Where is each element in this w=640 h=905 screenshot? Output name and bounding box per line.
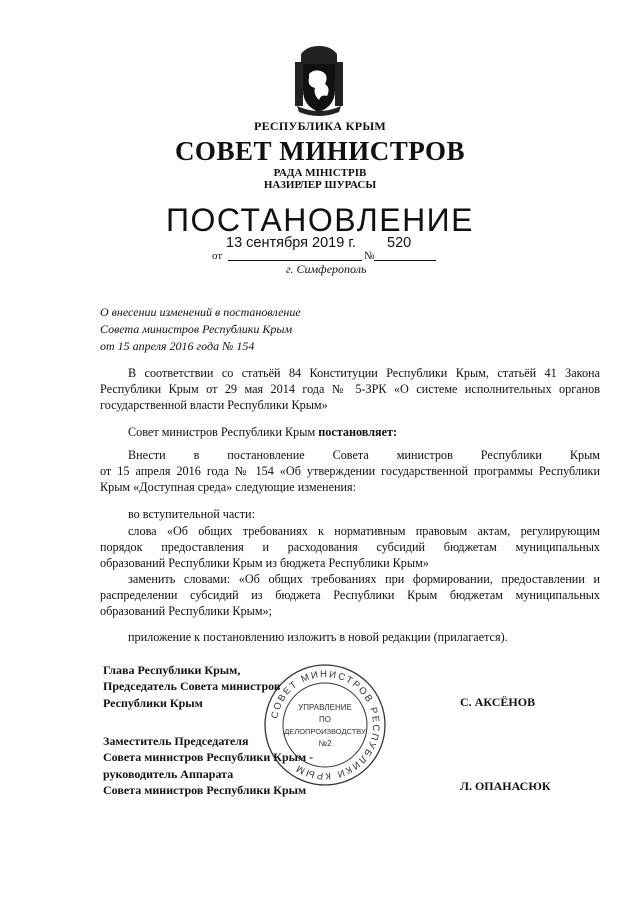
decree-subject	[100, 304, 301, 354]
signatory-title-line: Глава Республики Крым,	[103, 663, 241, 677]
stamp-line: №2	[318, 739, 332, 748]
stamp-line: УПРАВЛЕНИЕ	[298, 703, 352, 712]
words-line: образований Республики Крым из бюджета Республики Крым»	[100, 556, 429, 570]
decree-number: 520	[387, 235, 412, 251]
replace-line: распределении субсидий из бюджета Республики Крым бюджетам муниципальных	[100, 588, 600, 602]
paragraph-amend-line: Крым «Доступная среда» следующие изменения:	[100, 480, 357, 494]
paragraph-basis-line: В соответствии со статьёй 84 Конституции Республики Крым, статьёй 41 Закона	[128, 366, 600, 380]
subject-line: О внесении изменений в постановление	[100, 305, 301, 319]
annex-line: приложение к постановлению изложить в новой редакции (прилагается).	[128, 630, 508, 644]
number-sign: №	[364, 250, 375, 262]
signatory-title-line: Республики Крым	[103, 695, 203, 710]
date-prefix: от	[212, 250, 223, 262]
number-underline	[374, 260, 436, 261]
head-name: С. АКСЁНОВ	[460, 695, 536, 709]
stamp-ring-text: СОВЕТ МИНИСТРОВ РЕСПУБЛИКИ КРЫМ	[269, 668, 382, 782]
signatory-title-line: Совета министров Республики Крым	[103, 782, 307, 797]
replace-line: образований Республики Крым»;	[100, 604, 273, 618]
council-name-crimean-tatar: НАЗИРЛЕР ШУРАСЫ	[263, 179, 377, 191]
head-signature-block	[103, 662, 280, 711]
city: г. Симферополь	[286, 262, 367, 276]
deputy-name: Л. ОПАНАСЮК	[460, 779, 551, 793]
resolves-keyword: постановляет:	[318, 425, 398, 439]
paragraph-amend-line: от 15 апреля 2016 года № 154 «Об утверждении государственной программы Республики	[100, 464, 600, 478]
document-type-title: ПОСТАНОВЛЕНИЕ	[165, 202, 475, 238]
republic-name: РЕСПУБЛИКА КРЫМ	[253, 119, 387, 133]
paragraph-amend-line: Внести в постановление Совета министров Республики Крым	[128, 448, 600, 462]
stamp-line: ДЕЛОПРОИЗВОДСТВУ	[284, 727, 366, 736]
deputy-signature-block	[103, 733, 313, 798]
council-name-ukrainian: РАДА МІНІСТРІВ	[273, 167, 367, 179]
signatory-title-line: Совета министров Республики Крым -	[103, 750, 314, 765]
signatory-title-line: руководитель Аппарата	[103, 766, 234, 781]
paragraph-basis-line: Республики Крым от 29 мая 2014 года № 5-ЗРК «О системе исполнительных органов	[100, 382, 600, 396]
council-name: СОВЕТ МИНИСТРОВ	[174, 136, 466, 166]
stamp-line: ПО	[319, 715, 331, 724]
replace-line: заменить словами: «Об общих требованиях при формировании, предоставлении и	[128, 572, 600, 586]
preamble-label: во вступительной части:	[128, 507, 255, 521]
signatory-title-line: Председатель Совета министров	[103, 679, 281, 694]
paragraph-basis-line: государственной власти Республики Крым»	[100, 398, 328, 412]
subject-line: от 15 апреля 2016 года № 154	[100, 338, 255, 353]
resolves-line	[128, 424, 397, 441]
crimea-coat-of-arms-icon	[293, 44, 345, 118]
words-line: слова «Об общих требованиях к нормативным правовым актам, регулирующим	[128, 524, 600, 538]
subject-line: Совета министров Республики Крым	[100, 321, 293, 336]
date-underline	[228, 260, 362, 261]
signatory-title-line: Заместитель Председателя	[103, 734, 249, 748]
decree-date: 13 сентября 2019 г.	[226, 235, 356, 251]
words-line: порядок предоставления и расходования субсидий бюджетам муниципальных	[100, 540, 600, 554]
resolves-text: Совет министров Республики Крым	[128, 425, 319, 439]
